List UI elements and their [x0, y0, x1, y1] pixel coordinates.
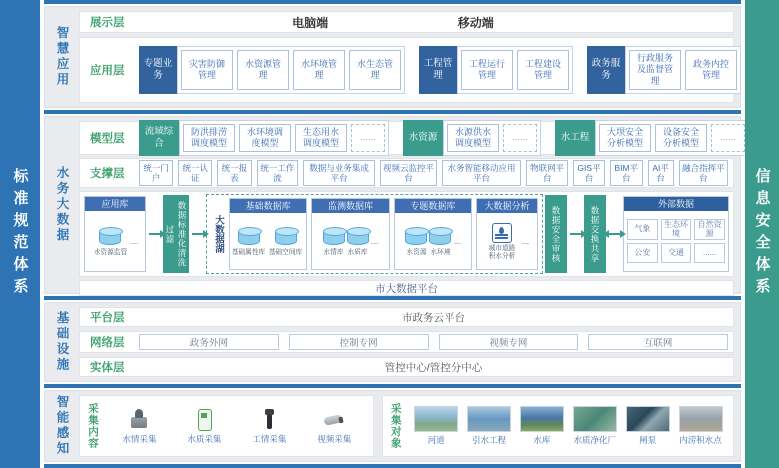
- application-item-box: 工程运行管理: [461, 50, 513, 90]
- application-item-box: 水环境管理: [293, 50, 345, 90]
- collection-objects-label: 采集对象: [389, 403, 402, 449]
- external-data-cell: ......: [694, 243, 725, 263]
- water-analysis-icon: [492, 223, 512, 243]
- collection-object-label: 水库: [533, 435, 551, 445]
- data-lake-boxes: [229, 198, 472, 270]
- big-data-analysis-box: [476, 198, 538, 270]
- collection-device-icon: [127, 407, 151, 431]
- collection-object-label: 引水工程: [472, 435, 507, 445]
- collection-object-item: [573, 406, 617, 446]
- support-platform-box: 水务智能移动应用平台: [442, 160, 521, 186]
- control-center-label: 管控中心/管控分中心: [384, 361, 483, 374]
- collection-device-icon: [257, 407, 281, 431]
- collection-object-photo: [520, 406, 564, 432]
- data-exchange-share-box: 数据交换共享: [584, 195, 606, 273]
- entity-layer-row: [79, 357, 734, 377]
- collection-object-label: 闸泵: [639, 435, 657, 445]
- section-label-infrastructure: [45, 303, 79, 381]
- diagram-main-area: [40, 0, 745, 468]
- database-cylinder-label: 水质库: [347, 248, 368, 256]
- model-item-box: ......: [503, 124, 537, 153]
- big-data-analysis-title: 大数据分析: [477, 199, 537, 213]
- big-data-analysis-body: [477, 213, 537, 269]
- support-platform-box: 统一门户: [139, 160, 173, 186]
- application-item-box: 水资源管理: [237, 50, 289, 90]
- collection-device-item: [122, 407, 156, 445]
- collection-object-item: [467, 406, 511, 446]
- entity-layer-label: 实体层: [90, 362, 125, 374]
- water-big-data-label: 水务大数据: [55, 166, 69, 244]
- collection-device-label: 水质采集: [187, 434, 222, 444]
- ellipsis-text: ......: [521, 236, 529, 246]
- collection-object-photo: [679, 406, 723, 432]
- water-big-data-body: [79, 117, 740, 293]
- support-platform-box: 统一认证: [178, 160, 212, 186]
- data-lake-container: [206, 194, 543, 274]
- database-cylinder-icon: [429, 231, 451, 245]
- collection-objects-panel: [382, 395, 734, 457]
- application-db-name: 水资源监管: [93, 248, 127, 256]
- collection-object-photo: [626, 406, 670, 432]
- model-group-items: [595, 120, 749, 157]
- data-security-audit-box: 数据安全审核: [545, 195, 567, 273]
- cylinder-row: [231, 226, 303, 257]
- database-cylinder-unit: [405, 226, 427, 257]
- support-platform-box: 融合指挥平台: [679, 160, 728, 186]
- support-layer-row: [79, 158, 734, 188]
- database-box-body: [312, 213, 388, 269]
- collection-device-icon: [322, 407, 346, 431]
- application-group: [419, 46, 573, 94]
- database-cylinder-icon: [238, 231, 260, 245]
- database-cylinder-icon: [275, 231, 297, 245]
- data-cleansing-box: 数据标准化清洗过滤: [163, 195, 189, 273]
- frame-divider-band: [44, 384, 741, 388]
- external-data-cell: 交通: [661, 243, 692, 263]
- application-item-box: 灾害防御管理: [181, 50, 233, 90]
- collection-content-items: [107, 407, 367, 445]
- smart-application-label: 智慧应用: [55, 26, 69, 88]
- application-group-items: [177, 46, 405, 94]
- section-infrastructure: [44, 302, 741, 382]
- database-cylinder-label: 水情库: [323, 248, 344, 256]
- application-group-tab: 专题业务: [139, 46, 177, 94]
- application-db-box: [84, 196, 146, 272]
- frame-divider-band: [44, 110, 741, 114]
- model-item-box: 生态用水调度模型: [295, 124, 347, 153]
- database-box-title: 专题数据库: [395, 199, 471, 213]
- external-data-cell: 自然资源: [694, 219, 725, 241]
- application-group: [139, 46, 405, 94]
- infrastructure-body: [79, 303, 740, 381]
- application-layer-row: [79, 37, 734, 103]
- frame-divider-band: [44, 296, 741, 300]
- application-group-tab: 政务服务: [587, 46, 625, 94]
- infrastructure-label: 基础设施: [55, 311, 69, 373]
- application-item-box: 行政服务及监督管理: [629, 50, 681, 90]
- support-platform-box: 统一工作流: [257, 160, 299, 186]
- arrow-right-icon: [192, 233, 203, 235]
- database-box: [229, 198, 307, 270]
- database-cylinder-label: 水环境: [430, 248, 451, 256]
- database-cylinder-icon: [99, 231, 121, 245]
- database-cylinder-label: 水资源: [406, 248, 427, 256]
- analysis-item-label: 城市道路积水分析: [489, 245, 516, 260]
- model-item-box: ......: [351, 124, 385, 153]
- intelligent-perception-label: 智能感知: [55, 395, 69, 457]
- collection-object-photo: [414, 406, 458, 432]
- model-group-tab: 流域综合: [139, 120, 179, 157]
- gov-cloud-platform-label: 市政务云平台: [402, 311, 465, 324]
- support-platform-box: 视频云监控平台: [380, 160, 437, 186]
- database-cylinder-label: 基础属性库: [232, 248, 266, 256]
- arrow-right-icon: [149, 233, 160, 235]
- platform-layer-label: 平台层: [90, 312, 125, 324]
- collection-device-item: [317, 407, 351, 445]
- database-box-body: [395, 213, 471, 269]
- application-group-tab: 工程管理: [419, 46, 457, 94]
- analysis-item: [485, 221, 519, 261]
- network-box: 视频专网: [439, 334, 579, 350]
- database-cylinder-unit: [323, 226, 345, 257]
- collection-object-label: 水质净化厂: [573, 435, 617, 445]
- model-group-items: [179, 120, 389, 157]
- frame-bottom-band: [44, 464, 741, 468]
- standards-system-label: 标准规范体系: [11, 168, 29, 300]
- pc-terminal-label: 电脑端: [292, 15, 329, 30]
- model-item-box: 水源供水调度模型: [447, 124, 499, 153]
- external-data-box: [623, 196, 729, 272]
- model-group: [139, 120, 389, 157]
- network-list: [139, 334, 728, 350]
- database-cylinder-icon: [347, 231, 369, 245]
- support-platform-box: AI平台: [648, 160, 674, 186]
- database-cylinder-label: 基础空间库: [269, 248, 303, 256]
- support-platform-box: 数据与业务集成平台: [303, 160, 375, 186]
- application-db-cylinder: [93, 226, 128, 257]
- database-box: [311, 198, 389, 270]
- support-platform-list: [139, 160, 728, 186]
- model-item-box: 防洪排涝调度模型: [183, 124, 235, 153]
- collection-content-label: 采集内容: [87, 403, 99, 449]
- model-layer-label: 模型层: [90, 133, 125, 145]
- application-groups: [139, 46, 728, 94]
- smart-application-body: [79, 7, 740, 107]
- collection-device-icon: [192, 407, 216, 431]
- display-layer-label: 展示层: [90, 17, 125, 29]
- mobile-terminal-label: 移动端: [457, 15, 494, 30]
- network-box: 互联网: [588, 334, 728, 350]
- collection-object-item: [679, 406, 723, 446]
- section-water-big-data: [44, 116, 741, 294]
- section-label-smart-application: [45, 7, 79, 107]
- external-data-cell: 公安: [627, 243, 658, 263]
- model-group: [403, 120, 541, 157]
- cylinder-row: [405, 226, 451, 257]
- collection-object-photo: [467, 406, 511, 432]
- network-box: 政务外网: [139, 334, 279, 350]
- application-db-body: [85, 211, 145, 271]
- model-group-tab: 水资源: [403, 120, 443, 157]
- terminals: [139, 14, 728, 31]
- collection-object-photo: [573, 406, 617, 432]
- cylinder-row: [323, 226, 369, 257]
- collection-object-label: 内涝积水点: [679, 435, 722, 445]
- model-item-box: 水环境调度模型: [239, 124, 291, 153]
- model-layer-row: [79, 121, 734, 155]
- database-cylinder-unit: [268, 226, 303, 257]
- model-item-box: ......: [711, 124, 745, 153]
- arrow-both-ways-icon: [609, 233, 620, 235]
- ellipsis-text: ......: [370, 236, 379, 246]
- collection-device-item: [252, 407, 286, 445]
- network-layer-row: [79, 331, 734, 353]
- network-box: 控制专网: [289, 334, 429, 350]
- database-cylinder-icon: [323, 231, 345, 245]
- model-item-box: 大坝安全分析模型: [599, 124, 651, 153]
- ellipsis-text: ......: [453, 236, 461, 246]
- standards-system-sidebar: [0, 0, 40, 468]
- data-lake-label: 大数据湖: [213, 215, 224, 253]
- frame-top-band: [44, 0, 741, 4]
- section-intelligent-perception: [44, 390, 741, 462]
- collection-device-label: 视频采集: [317, 434, 352, 444]
- platform-layer-row: [79, 307, 734, 327]
- section-label-intelligent-perception: [45, 391, 79, 461]
- application-item-box: 水生态管理: [349, 50, 401, 90]
- collection-object-label: 河道: [427, 435, 445, 445]
- application-group: [587, 46, 741, 94]
- information-security-sidebar: [745, 0, 779, 468]
- model-group: [555, 120, 749, 157]
- section-smart-application: [44, 6, 741, 108]
- model-group-items: [443, 120, 541, 157]
- external-data-grid: [624, 211, 728, 271]
- network-layer-label: 网络层: [90, 337, 125, 349]
- model-item-box: 设备安全分析模型: [655, 124, 707, 153]
- external-data-cell: 气象: [627, 219, 658, 241]
- collection-objects-items: [410, 406, 727, 446]
- database-cylinder-unit: [429, 226, 451, 257]
- database-cylinder-icon: [405, 231, 427, 245]
- application-group-items: [457, 46, 573, 94]
- application-item-box: 政务内控管理: [685, 50, 737, 90]
- city-big-data-platform-bar: [79, 280, 734, 296]
- collection-device-label: 水情采集: [122, 434, 157, 444]
- city-big-data-platform-label: 市大数据平台: [375, 282, 438, 295]
- model-group-tab: 水工程: [555, 120, 595, 157]
- information-security-label: 信息安全体系: [753, 168, 771, 300]
- application-db-title: 应用库: [85, 197, 145, 211]
- database-box-title: 基础数据库: [230, 199, 306, 213]
- external-data-cell: 生态环境: [661, 219, 692, 241]
- display-layer-row: [79, 11, 734, 33]
- support-platform-box: GIS平台: [573, 160, 605, 186]
- section-label-water-big-data: [45, 117, 79, 293]
- data-flow-row: [79, 191, 734, 277]
- database-box-body: [230, 213, 306, 269]
- ellipsis-text: ......: [129, 236, 138, 246]
- application-layer-label: 应用层: [90, 65, 125, 77]
- support-layer-label: 支撑层: [90, 168, 125, 180]
- database-box-title: 监测数据库: [312, 199, 388, 213]
- collection-object-item: [520, 406, 564, 446]
- model-groups: [139, 120, 736, 157]
- external-data-title: 外部数据: [624, 197, 728, 211]
- database-box: [394, 198, 472, 270]
- database-cylinder-unit: [347, 226, 369, 257]
- application-group-items: [625, 46, 741, 94]
- arrow-right-icon: [570, 233, 581, 235]
- collection-device-item: [187, 407, 221, 445]
- collection-content-panel: [79, 395, 374, 457]
- collection-device-label: 工情采集: [252, 434, 287, 444]
- support-platform-box: 物联网平台: [526, 160, 568, 186]
- support-platform-box: 统一报表: [217, 160, 251, 186]
- support-platform-box: BIM平台: [610, 160, 643, 186]
- perception-body: [79, 391, 740, 461]
- collection-object-item: [414, 406, 458, 446]
- application-item-box: 工程建设管理: [517, 50, 569, 90]
- collection-object-item: [626, 406, 670, 446]
- database-cylinder-unit: [231, 226, 266, 257]
